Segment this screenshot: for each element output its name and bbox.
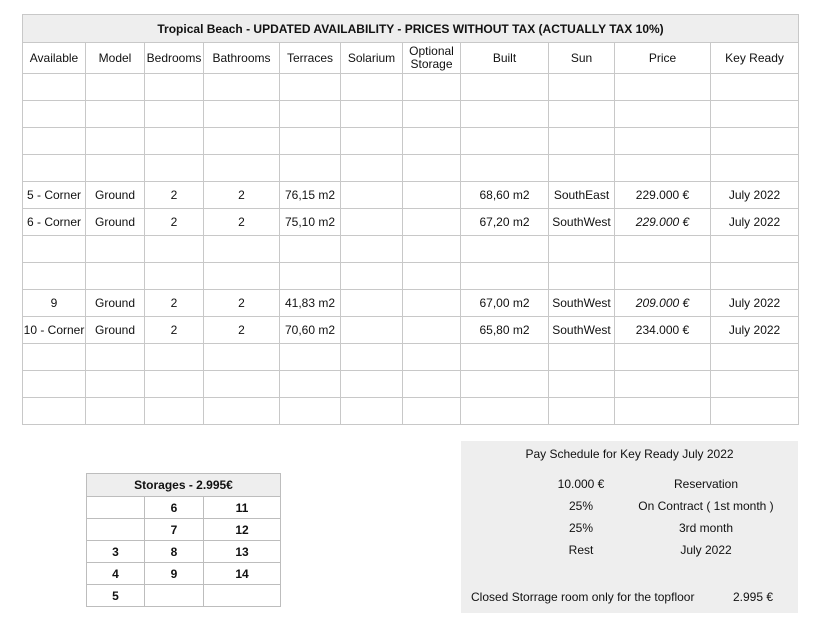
table-cell [145, 74, 204, 101]
table-cell: July 2022 [711, 317, 799, 344]
table-cell [280, 263, 341, 290]
table-cell [86, 371, 145, 398]
table-cell [711, 155, 799, 182]
table-cell [549, 128, 615, 155]
table-row [23, 263, 799, 290]
table-cell: 76,15 m2 [280, 182, 341, 209]
table-cell [204, 155, 280, 182]
header-key-ready: Key Ready [711, 43, 799, 74]
table-cell [615, 371, 711, 398]
table-cell: 41,83 m2 [280, 290, 341, 317]
table-cell [341, 371, 403, 398]
table-cell [549, 101, 615, 128]
storage-cell: 9 [145, 563, 204, 585]
table-cell [341, 317, 403, 344]
availability-table [22, 14, 799, 425]
table-cell [280, 344, 341, 371]
table-cell [549, 371, 615, 398]
table-cell: Ground [86, 317, 145, 344]
table-cell: 2 [145, 182, 204, 209]
table-cell [615, 263, 711, 290]
storage-cell [87, 519, 145, 541]
pay-row [461, 477, 798, 493]
pay-row [461, 521, 798, 537]
table-cell [280, 371, 341, 398]
storage-cell [145, 585, 204, 607]
table-cell [280, 101, 341, 128]
table-cell [86, 344, 145, 371]
table-cell [615, 128, 711, 155]
table-cell [204, 263, 280, 290]
table-cell [403, 344, 461, 371]
table-cell: July 2022 [711, 182, 799, 209]
table-cell [280, 74, 341, 101]
table-cell [711, 344, 799, 371]
table-cell [86, 74, 145, 101]
table-cell: 2 [204, 290, 280, 317]
table-cell [711, 101, 799, 128]
table-cell [403, 263, 461, 290]
table-cell [145, 371, 204, 398]
table-cell [145, 263, 204, 290]
pay-row [461, 499, 798, 515]
table-cell [145, 236, 204, 263]
table-cell [86, 398, 145, 425]
table-cell [341, 155, 403, 182]
table-cell [280, 398, 341, 425]
table-cell [145, 398, 204, 425]
table-cell [341, 263, 403, 290]
storage-cell: 8 [145, 541, 204, 563]
table-cell: 2 [204, 317, 280, 344]
table-row [23, 344, 799, 371]
table-cell [711, 263, 799, 290]
table-cell [403, 209, 461, 236]
table-row [23, 317, 799, 344]
pay-amount: 10.000 € [557, 477, 605, 491]
table-cell: SouthWest [549, 317, 615, 344]
storage-cell: 12 [204, 519, 281, 541]
table-cell [615, 236, 711, 263]
table-cell [204, 74, 280, 101]
storage-cell: 14 [204, 563, 281, 585]
table-cell [145, 344, 204, 371]
header-price: Price [615, 43, 711, 74]
table-cell: 229.000 € [615, 182, 711, 209]
header-terraces: Terraces [280, 43, 341, 74]
table-cell: Ground [86, 290, 145, 317]
pay-description: July 2022 [680, 543, 732, 557]
table-cell [86, 128, 145, 155]
table-cell [403, 371, 461, 398]
table-cell [615, 398, 711, 425]
table-row [23, 398, 799, 425]
table-cell [86, 263, 145, 290]
header-row [23, 43, 799, 74]
table-row [23, 236, 799, 263]
table-cell [145, 155, 204, 182]
header-sun: Sun [549, 43, 615, 74]
table-row [23, 290, 799, 317]
header-bathrooms: Bathrooms [204, 43, 280, 74]
storages-title: Storages - 2.995€ [87, 474, 281, 497]
table-cell [615, 155, 711, 182]
table-cell [204, 101, 280, 128]
table-cell [23, 371, 86, 398]
pay-amount: Rest [568, 543, 594, 557]
table-cell: 6 - Corner [23, 209, 86, 236]
table-row [23, 182, 799, 209]
table-cell [461, 128, 549, 155]
table-cell [461, 101, 549, 128]
table-cell: 229.000 € [615, 209, 711, 236]
header-bedrooms: Bedrooms [145, 43, 204, 74]
storage-cell [87, 497, 145, 519]
table-row [23, 155, 799, 182]
table-cell [549, 236, 615, 263]
table-cell [549, 263, 615, 290]
table-cell [461, 155, 549, 182]
table-cell: 67,20 m2 [461, 209, 549, 236]
table-cell [615, 74, 711, 101]
table-cell: Ground [86, 182, 145, 209]
table-cell [204, 236, 280, 263]
table-cell [403, 398, 461, 425]
storage-cell: 3 [87, 541, 145, 563]
table-cell [341, 74, 403, 101]
storage-row [87, 497, 281, 519]
table-cell [23, 74, 86, 101]
table-cell [711, 74, 799, 101]
pay-description: 3rd month [678, 521, 734, 535]
table-cell [461, 371, 549, 398]
table-cell [403, 101, 461, 128]
storage-cell: 11 [204, 497, 281, 519]
header-available: Available [23, 43, 86, 74]
table-cell [711, 398, 799, 425]
table-cell [23, 398, 86, 425]
table-cell: 5 - Corner [23, 182, 86, 209]
table-cell [403, 236, 461, 263]
table-cell [23, 344, 86, 371]
header-optional-storage: Optional Storage [403, 43, 461, 74]
table-cell [23, 263, 86, 290]
table-cell [461, 236, 549, 263]
storage-row [87, 585, 281, 607]
table-cell: SouthEast [549, 182, 615, 209]
table-cell [23, 236, 86, 263]
table-cell [341, 209, 403, 236]
storage-cell: 4 [87, 563, 145, 585]
pay-amount: 25% [568, 521, 594, 535]
table-cell [341, 128, 403, 155]
table-cell [280, 128, 341, 155]
pay-schedule-panel [461, 441, 798, 613]
table-cell [461, 74, 549, 101]
table-cell [403, 317, 461, 344]
table-cell [23, 155, 86, 182]
table-row [23, 128, 799, 155]
table-cell: Ground [86, 209, 145, 236]
table-cell [549, 74, 615, 101]
table-row [23, 74, 799, 101]
table-cell [86, 236, 145, 263]
table-cell [341, 236, 403, 263]
pay-description: On Contract ( 1st month ) [638, 499, 774, 513]
table-cell [549, 344, 615, 371]
table-cell: 2 [145, 317, 204, 344]
table-cell: SouthWest [549, 290, 615, 317]
table-cell [204, 128, 280, 155]
table-cell [86, 101, 145, 128]
table-cell [403, 155, 461, 182]
header-solarium: Solarium [341, 43, 403, 74]
table-cell [280, 155, 341, 182]
table-cell [341, 344, 403, 371]
table-cell [403, 74, 461, 101]
table-cell [549, 398, 615, 425]
pay-row [461, 543, 798, 559]
table-cell: 75,10 m2 [280, 209, 341, 236]
table-cell: 9 [23, 290, 86, 317]
table-cell: 234.000 € [615, 317, 711, 344]
table-cell [204, 398, 280, 425]
table-cell [204, 371, 280, 398]
storage-cell: 13 [204, 541, 281, 563]
table-cell [615, 344, 711, 371]
table-cell: 67,00 m2 [461, 290, 549, 317]
storage-cell: 6 [145, 497, 204, 519]
storage-row [87, 519, 281, 541]
table-cell: 2 [145, 290, 204, 317]
storage-row [87, 541, 281, 563]
table-cell: July 2022 [711, 290, 799, 317]
table-cell [461, 398, 549, 425]
table-cell [341, 398, 403, 425]
table-cell: 2 [145, 209, 204, 236]
table-cell [461, 344, 549, 371]
storages-table [86, 473, 281, 607]
table-cell: 10 - Corner [23, 317, 86, 344]
table-cell [403, 290, 461, 317]
table-cell: 70,60 m2 [280, 317, 341, 344]
table-cell [461, 263, 549, 290]
pay-amount: 25% [568, 499, 594, 513]
table-cell: 209.000 € [615, 290, 711, 317]
table-cell [711, 128, 799, 155]
table-row [23, 101, 799, 128]
table-cell [86, 155, 145, 182]
table-cell: 2 [204, 209, 280, 236]
table-title: Tropical Beach - UPDATED AVAILABILITY - PRICES WITHOUT TAX (ACTUALLY TAX 10%) [23, 15, 799, 43]
table-cell [615, 101, 711, 128]
table-cell [711, 371, 799, 398]
table-row [23, 371, 799, 398]
table-cell: July 2022 [711, 209, 799, 236]
table-cell [23, 101, 86, 128]
table-cell [341, 101, 403, 128]
table-cell: SouthWest [549, 209, 615, 236]
table-cell: 68,60 m2 [461, 182, 549, 209]
table-cell [204, 344, 280, 371]
header-built: Built [461, 43, 549, 74]
table-row [23, 209, 799, 236]
storage-cell: 7 [145, 519, 204, 541]
table-cell: 2 [204, 182, 280, 209]
storage-cell [204, 585, 281, 607]
storage-cell: 5 [87, 585, 145, 607]
table-cell [711, 236, 799, 263]
storage-row [87, 563, 281, 585]
table-cell [549, 155, 615, 182]
table-cell [145, 101, 204, 128]
table-cell [280, 236, 341, 263]
storage-note-price: 2.995 € [733, 590, 774, 604]
table-cell [23, 128, 86, 155]
table-cell [403, 128, 461, 155]
table-cell [145, 128, 204, 155]
header-model: Model [86, 43, 145, 74]
table-cell [341, 290, 403, 317]
table-cell [403, 182, 461, 209]
table-cell: 65,80 m2 [461, 317, 549, 344]
table-cell [341, 182, 403, 209]
pay-schedule-title: Pay Schedule for Key Ready July 2022 [525, 447, 734, 461]
pay-description: Reservation [673, 477, 739, 491]
storage-note: Closed Storrage room only for the topfloor [471, 590, 695, 604]
